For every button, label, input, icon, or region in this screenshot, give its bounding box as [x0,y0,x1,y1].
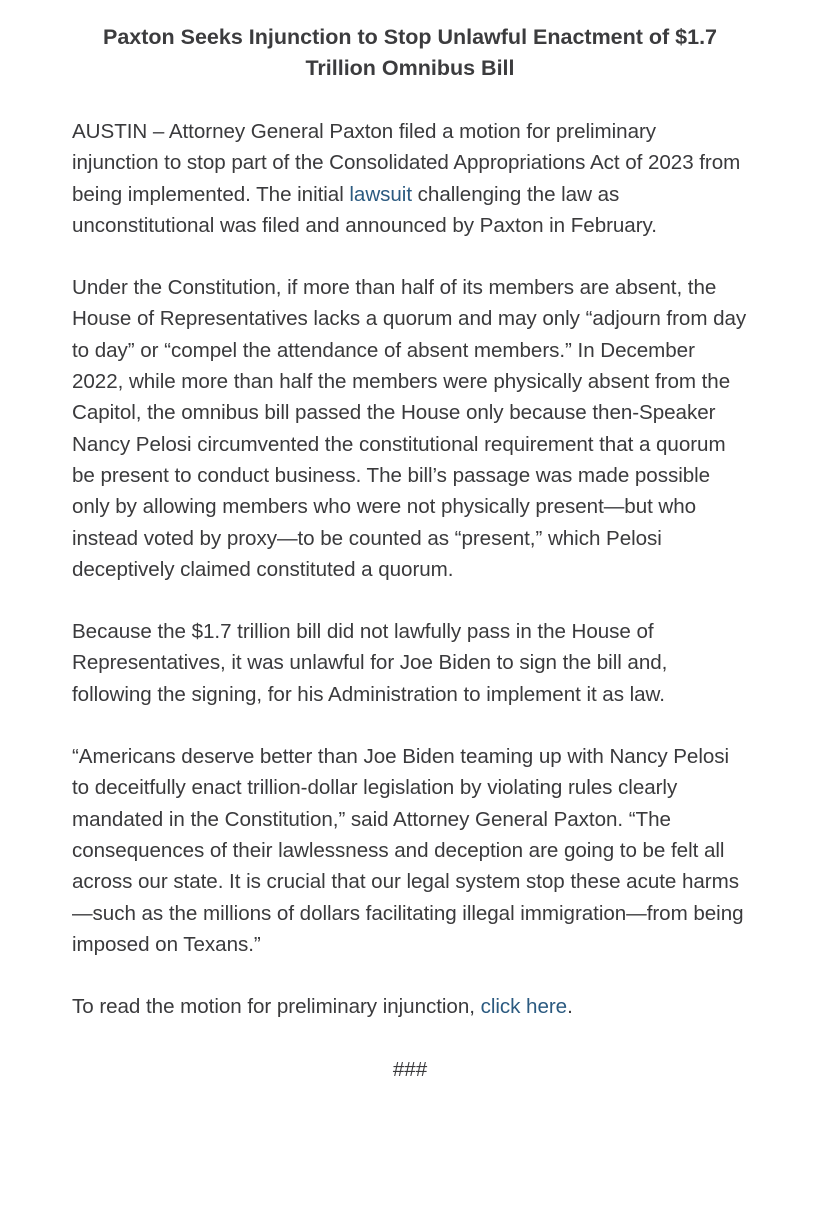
paragraph-unlawful-pass: Because the $1.7 trillion bill did not lawfully pass in the House of Representatives, it was unlawful for Joe Biden to sign the bill and, following the signing, for his Administration to implement it as law. [72,620,668,706]
paragraph-quote: “Americans deserve better than Joe Biden teaming up with Nancy Pelosi to deceitfully enact trillion-dollar legislation by violating rules clearly mandated in the Constitution,” said Attorney General Paxton. “The consequences of their lawlessness and deception are going to be felt all across our state. It is crucial that our legal system stop these acute harms—such as the millions of dollars facilitating illegal immigration—from being imposed on Texans.” [72,745,744,956]
intro-text-after-link: challenging the law as unconstitutional was filed and announced by Paxton in February. [72,182,657,237]
paragraph-read-motion [72,991,748,1022]
end-mark: ### [392,1058,428,1082]
click-here-link[interactable]: click here [480,995,568,1019]
read-motion-text: To read the motion for preliminary injunction, [72,995,481,1019]
paragraph-constitution: Under the Constitution, if more than half of its members are absent, the House of Representatives lacks a quorum and may only “adjourn from day to day” or “compel the attendance of absent members.” In December 2022, while more than half the members were physically absent from the Capitol, the omnibus bill passed the House only because then-Speaker Nancy Pelosi circumvented the constitutional requirement that a quorum be present to conduct business. The bill’s passage was made possible only by allowing members who were not physically present—but who instead voted by proxy—to be counted as “present,” which Pelosi deceptively claimed constituted a quorum. [72,276,747,581]
press-release-article [72,22,748,1085]
paragraph-intro [72,116,748,241]
read-motion-period: . [567,995,573,1019]
article-title: Paxton Seeks Injunction to Stop Unlawful Enactment of $1.7 Trillion Omnibus Bill [102,25,718,80]
lawsuit-link[interactable]: lawsuit [349,182,413,206]
intro-text-before-link: AUSTIN – Attorney General Paxton filed a motion for preliminary injunction to stop part of the Consolidated Appropriations Act of 2023 from being implemented. The initial [72,120,741,206]
